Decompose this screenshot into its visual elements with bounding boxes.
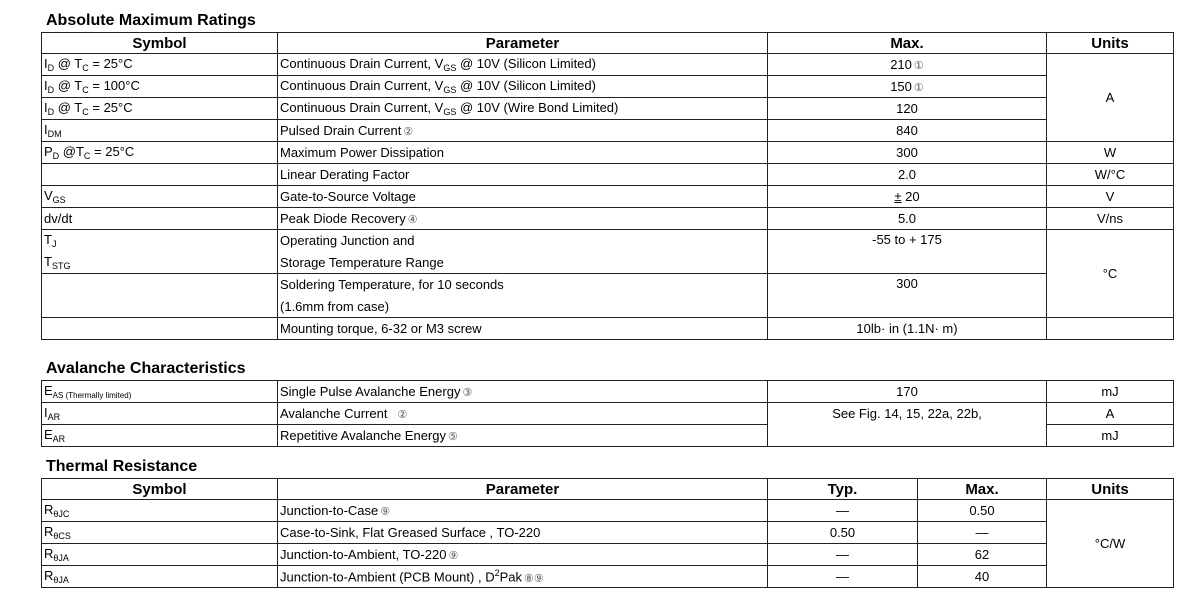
symbol-cell — [42, 164, 278, 186]
parameter-header: Parameter — [278, 33, 768, 54]
avalanche-title: Avalanche Characteristics — [46, 360, 246, 377]
symbol-cell: $T_J$ — [42, 230, 278, 252]
symbol-cell: $E_{AR}$ — [42, 425, 278, 447]
avalanche-table — [41, 380, 1174, 447]
parameter-cell: Junction-to-Ambient (PCB Mount) , $D^2Pak$ ⑧⑨ — [278, 566, 768, 588]
typ-cell: — — [768, 544, 918, 566]
table-row — [42, 142, 1174, 164]
table-row — [42, 522, 1174, 544]
symbol-cell — [42, 318, 278, 340]
max-cell: 840 — [768, 120, 1047, 142]
table-row — [42, 500, 1174, 522]
max-cell: 170 — [768, 381, 1047, 403]
table-row — [42, 164, 1174, 186]
symbol-header: Symbol — [42, 33, 278, 54]
table-row — [42, 544, 1174, 566]
footnote-mark: ② — [397, 409, 408, 421]
parameter-cell: Operating Junction and — [278, 230, 768, 252]
max-cell: 300 — [768, 274, 1047, 318]
table-row — [42, 76, 1174, 98]
footnote-mark: ⑨ — [448, 550, 459, 562]
footnote-mark: ⑨ — [380, 506, 391, 518]
parameter-cell: Avalanche Current ② — [278, 403, 768, 425]
max-cell: 150 ① — [768, 76, 1047, 98]
symbol-cell: $R_{\theta JC}$ — [42, 500, 278, 522]
max-header: Max. — [918, 479, 1047, 500]
footnote-mark: ① — [913, 60, 924, 72]
units-cell: A — [1047, 54, 1174, 142]
max-cell: See Fig. 14, 15, 22a, 22b, — [768, 403, 1047, 447]
symbol-cell: dv/dt — [42, 208, 278, 230]
header-row — [42, 33, 1174, 54]
max-cell: 10lb· in (1.1N· m) — [768, 318, 1047, 340]
table-row — [42, 318, 1174, 340]
units-cell: V — [1047, 186, 1174, 208]
parameter-cell: Soldering Temperature, for 10 seconds — [278, 274, 768, 296]
units-cell: °C — [1047, 230, 1174, 318]
footnote-mark: ⑧⑨ — [524, 572, 544, 585]
typ-cell: — — [768, 566, 918, 588]
max-cell: 210 ① — [768, 54, 1047, 76]
parameter-cell: Mounting torque, 6-32 or M3 screw — [278, 318, 768, 340]
max-cell: — — [918, 522, 1047, 544]
parameter-cell: Single Pulse Avalanche Energy ③ — [278, 381, 768, 403]
parameter-cell: Case-to-Sink, Flat Greased Surface , TO-220 — [278, 522, 768, 544]
table-row — [42, 274, 1174, 296]
units-cell — [1047, 318, 1174, 340]
max-cell: -55 to + 175 — [768, 230, 1047, 274]
table-row — [42, 98, 1174, 120]
units-cell: mJ — [1047, 381, 1174, 403]
max-cell: 0.50 — [918, 500, 1047, 522]
units-cell: V/ns — [1047, 208, 1174, 230]
table-row — [42, 186, 1174, 208]
max-cell: 40 — [918, 566, 1047, 588]
parameter-cell: Junction-to-Ambient, TO-220 ⑨ — [278, 544, 768, 566]
footnote-mark: ③ — [462, 387, 473, 399]
parameter-cell: Continuous Drain Current, $V_{GS}$ @ 10V (Silicon Limited) — [278, 76, 768, 98]
symbol-cell: $I_{AR}$ — [42, 403, 278, 425]
symbol-cell: $I_D$ @ $T_C = 25^\circ C$ — [42, 54, 278, 76]
footnote-mark: ⑤ — [447, 431, 458, 443]
table-row — [42, 54, 1174, 76]
footnote-mark: ② — [403, 126, 414, 138]
units-cell: mJ — [1047, 425, 1174, 447]
typ-header: Typ. — [768, 479, 918, 500]
symbol-cell: $V_{GS}$ — [42, 186, 278, 208]
parameter-cell: Continuous Drain Current, $V_{GS}$ @ 10V (Wire Bond Limited) — [278, 98, 768, 120]
parameter-cell: Junction-to-Case ⑨ — [278, 500, 768, 522]
max-cell: ± 20 — [768, 186, 1047, 208]
table-row — [42, 381, 1174, 403]
symbol-cell: $R_{\theta JA}$ — [42, 566, 278, 588]
units-cell: W — [1047, 142, 1174, 164]
units-cell: °C/W — [1047, 500, 1174, 588]
symbol-cell: $T_{STG}$ — [42, 252, 278, 274]
parameter-cell: Storage Temperature Range — [278, 252, 768, 274]
thermal-table — [41, 478, 1174, 588]
parameter-cell: Gate-to-Source Voltage — [278, 186, 768, 208]
table-row — [42, 566, 1174, 588]
parameter-cell: Continuous Drain Current, $V_{GS}$ @ 10V (Silicon Limited) — [278, 54, 768, 76]
units-header: Units — [1047, 33, 1174, 54]
parameter-cell: (1.6mm from case) — [278, 296, 768, 318]
abs-max-ratings-title: Absolute Maximum Ratings — [46, 12, 256, 29]
symbol-cell: $P_D$ $@T_C = 25^\circ C$ — [42, 142, 278, 164]
symbol-header: Symbol — [42, 479, 278, 500]
thermal-title: Thermal Resistance — [46, 458, 198, 475]
parameter-header: Parameter — [278, 479, 768, 500]
table-row — [42, 208, 1174, 230]
units-cell: A — [1047, 403, 1174, 425]
max-cell: 120 — [768, 98, 1047, 120]
typ-cell: 0.50 — [768, 522, 918, 544]
abs-max-ratings-table — [41, 32, 1174, 340]
header-row — [42, 479, 1174, 500]
parameter-cell: Repetitive Avalanche Energy ⑤ — [278, 425, 768, 447]
max-cell: 2.0 — [768, 164, 1047, 186]
max-cell: 300 — [768, 142, 1047, 164]
table-row — [42, 403, 1174, 425]
symbol-cell: $R_{\theta CS}$ — [42, 522, 278, 544]
symbol-cell: $I_D$ @ $T_C = 25^\circ C$ — [42, 98, 278, 120]
units-header: Units — [1047, 479, 1174, 500]
max-header: Max. — [768, 33, 1047, 54]
parameter-cell: Linear Derating Factor — [278, 164, 768, 186]
parameter-cell: Maximum Power Dissipation — [278, 142, 768, 164]
max-cell: 62 — [918, 544, 1047, 566]
footnote-mark: ④ — [407, 214, 418, 226]
symbol-cell: $I_{DM}$ — [42, 120, 278, 142]
symbol-cell: $R_{\theta JA}$ — [42, 544, 278, 566]
footnote-mark: ① — [913, 82, 924, 94]
symbol-cell: $I_D$ @ $T_C = 100^\circ C$ — [42, 76, 278, 98]
parameter-cell: Pulsed Drain Current ② — [278, 120, 768, 142]
symbol-cell — [42, 274, 278, 318]
max-cell: 5.0 — [768, 208, 1047, 230]
table-row — [42, 230, 1174, 252]
parameter-cell: Peak Diode Recovery ④ — [278, 208, 768, 230]
symbol-cell: $E_{AS (Thermally limited)}$ — [42, 381, 278, 403]
units-cell: W/°C — [1047, 164, 1174, 186]
table-row — [42, 120, 1174, 142]
typ-cell: — — [768, 500, 918, 522]
